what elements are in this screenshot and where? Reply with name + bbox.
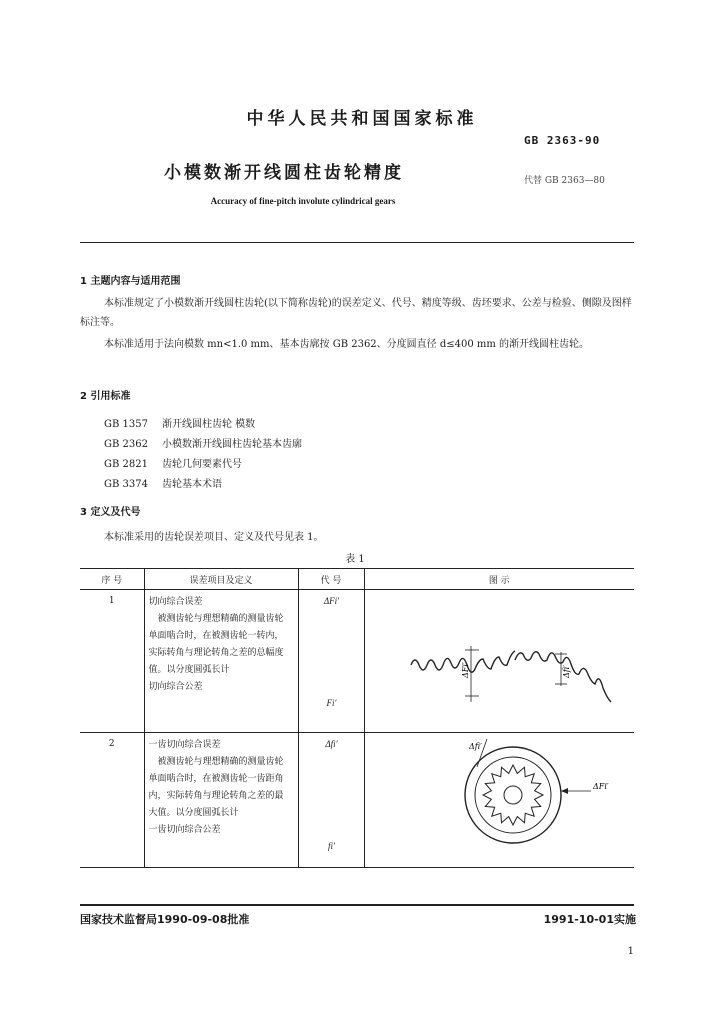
error-table <box>80 568 634 868</box>
tolerance-symbol: Fi′ <box>326 698 337 708</box>
footer-rule <box>80 904 634 906</box>
page-number: 1 <box>627 946 634 957</box>
replaces-code: 代替 GB 2363—80 <box>524 176 605 186</box>
table-caption: 表 1 <box>345 554 365 565</box>
tolerance-name: 一齿切向综合公差 <box>148 825 221 835</box>
error-symbol: Δfi′ <box>325 739 338 749</box>
section-3-heading: 3 定义及代号 <box>80 507 141 518</box>
section-1-paragraph-2: 本标准适用于法向模数 mn<1.0 mm、基本齿廓按 GB 2362、分度圆直径 d≤400 mm 的渐开线圆柱齿轮。 <box>104 339 590 350</box>
effective-date: 1991-10-01实施 <box>543 913 636 926</box>
header-rule <box>80 242 634 243</box>
approval-date: 国家技术监督局1990-09-08批准 <box>80 913 250 926</box>
figure-label: ΔFi′ <box>592 782 609 791</box>
reference-item: GB 2821 齿轮几何要素代号 <box>104 459 242 470</box>
section-1-heading: 1 主题内容与适用范围 <box>80 276 181 287</box>
table-row <box>80 590 634 733</box>
col-header-definition: 误差项目及定义 <box>144 569 298 590</box>
standard-code: GB 2363-90 <box>524 134 601 147</box>
row-figure <box>364 590 634 733</box>
error-name: 切向综合误差 <box>148 597 203 607</box>
col-header-figure: 图 示 <box>364 569 634 590</box>
error-name: 一齿切向综合误差 <box>148 740 221 750</box>
section-3-paragraph: 本标准采用的齿轮误差项目、定义及代号见表 1。 <box>104 532 324 543</box>
document-title-en: Accuracy of fine-pitch involute cylindrical gears <box>210 196 396 206</box>
error-description: 被测齿轮与理想精确的测量齿轮单面啮合时，在被测齿轮一齿距角内，实际转角与理论转角之差的最大值。以分度圆弧长计 <box>148 757 284 818</box>
row-symbol-cell <box>298 733 364 868</box>
figure-label: ΔFi′ <box>460 662 470 678</box>
tolerance-symbol: fi′ <box>328 841 335 851</box>
standard-title: 中华人民共和国国家标准 <box>246 109 478 129</box>
row-number: 1 <box>80 590 144 733</box>
section-2-heading: 2 引用标准 <box>80 391 131 402</box>
row-symbol-cell <box>298 590 364 733</box>
reference-item: GB 1357 渐开线圆柱齿轮 模数 <box>104 419 256 430</box>
table-header-row <box>80 569 634 590</box>
tolerance-name: 切向综合公差 <box>148 682 203 692</box>
reference-item: GB 2362 小模数渐开线圆柱齿轮基本齿廓 <box>104 439 302 450</box>
row-figure <box>364 733 634 868</box>
table-row <box>80 733 634 868</box>
error-description: 被测齿轮与理想精确的测量齿轮单面啮合时，在被测齿轮一转内，实际转角与理论转角之差的总幅度值。以分度圆弧长计 <box>148 614 284 675</box>
reference-item: GB 3374 齿轮基本术语 <box>104 479 222 490</box>
row-definition <box>144 590 298 733</box>
error-symbol: ΔFi′ <box>323 596 340 606</box>
document-title: 小模数渐开线圆柱齿轮精度 <box>164 163 404 183</box>
transmission-error-figure <box>365 590 635 732</box>
section-1-paragraph-1: 本标准规定了小模数渐开线圆柱齿轮(以下简称齿轮)的误差定义、代号、精度等级、齿坯要求、公差与检验、侧隙及图样标注等。 <box>80 298 632 328</box>
row-number: 2 <box>80 733 144 868</box>
row-definition <box>144 733 298 868</box>
col-header-no: 序 号 <box>80 569 144 590</box>
gear-mesh-figure <box>365 733 635 867</box>
figure-label: Δfi′ <box>468 742 482 751</box>
col-header-symbol: 代 号 <box>298 569 364 590</box>
figure-label: Δfi′ <box>561 665 571 678</box>
